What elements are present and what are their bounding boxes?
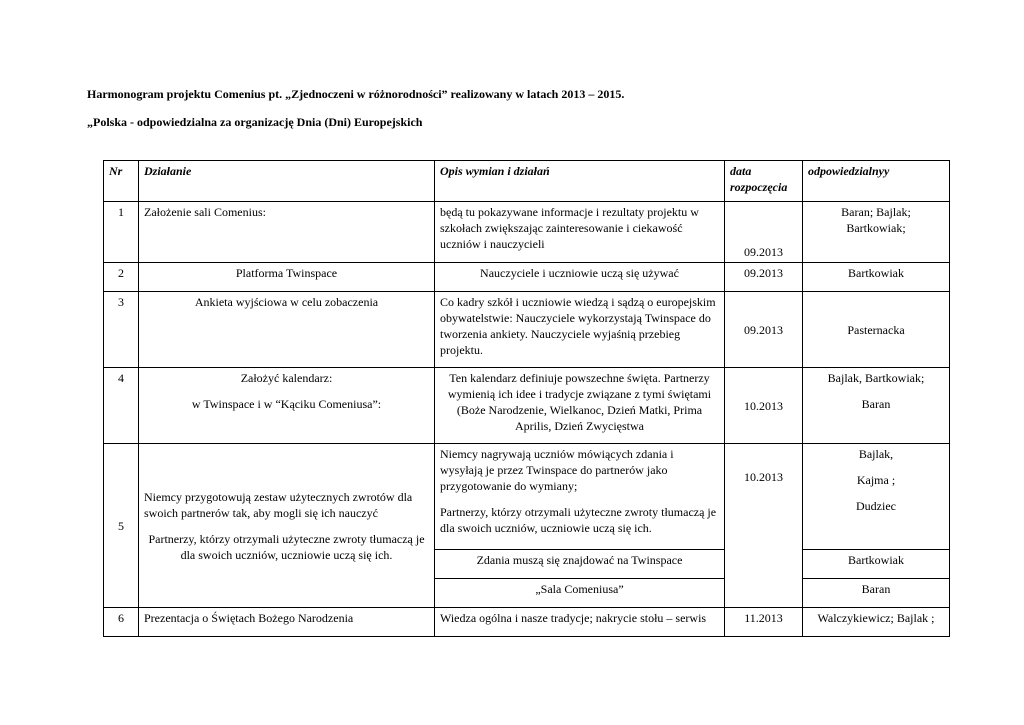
opis-line: Partnerzy, którzy otrzymali użyteczne zwroty tłumaczą je dla swoich uczniów, uczniowie uczą się ich.	[440, 505, 717, 535]
row-odpowiedzialny	[803, 202, 950, 263]
row-dzialanie	[139, 444, 435, 608]
row-odpowiedzialny: Walczykiewicz; Bajlak ;	[803, 608, 950, 637]
header-data-line2: rozpoczęcia	[730, 180, 788, 194]
opis-line: Niemcy nagrywają uczniów mówiących zdania i wysyłają je przez Twinspace do partnerów jako przygotowanie do wymiany;	[440, 447, 674, 493]
header-opis: Opis wymian i działań	[435, 161, 725, 202]
row-data: 09.2013	[725, 202, 803, 263]
row-odpowiedzialny: Bartkowiak	[803, 263, 950, 292]
row-dzialanie: Założenie sali Comenius:	[139, 202, 435, 263]
odpowiedzialny-line: Bartkowiak;	[846, 221, 906, 235]
row-odpowiedzialny: Bartkowiak	[803, 550, 950, 579]
header-nr: Nr	[104, 161, 139, 202]
row-data: 10.2013	[725, 444, 803, 608]
row-dzialanie	[139, 368, 435, 444]
row-nr: 5	[104, 444, 139, 608]
table-row	[104, 368, 950, 444]
table-row	[104, 202, 950, 263]
header-data	[725, 161, 803, 202]
header-odpowiedzialny: odpowiedzialnyy	[803, 161, 950, 202]
row-data: 11.2013	[725, 608, 803, 637]
row-nr: 2	[104, 263, 139, 292]
dzialanie-line: Niemcy przygotowują zestaw użytecznych zwrotów dla swoich partnerów tak, aby mogli się ich nauczyć	[144, 489, 413, 520]
row-nr: 6	[104, 608, 139, 637]
row-opis: „Sala Comeniusa”	[435, 579, 725, 608]
dzialanie-line: Założyć kalendarz:	[240, 371, 333, 385]
row-opis: Co kadry szkół i uczniowie wiedzą i sądzą o europejskim obywatelstwie: Nauczyciele wykorzystają Twinspace do tworzenia ankiety. Nauczyciele wyjaśnią przebieg projektu.	[435, 292, 725, 368]
odpowiedzialny-line: Bajlak,	[858, 447, 894, 461]
header-dzialanie: Działanie	[139, 161, 435, 202]
odpowiedzialny-line: Bajlak, Bartkowiak;	[827, 371, 925, 385]
row-nr: 4	[104, 368, 139, 444]
table-row	[104, 444, 950, 550]
header-data-line1: data	[730, 164, 752, 178]
row-opis: Zdania muszą się znajdować na Twinspace	[435, 550, 725, 579]
dzialanie-line: Partnerzy, którzy otrzymali użyteczne zwroty tłumaczą je dla swoich uczniów, uczniowie uczą się ich.	[148, 531, 425, 562]
odpowiedzialny-line: Baran	[861, 397, 891, 411]
row-dzialanie: Platforma Twinspace	[139, 263, 435, 292]
row-data: 09.2013	[725, 292, 803, 368]
row-nr: 1	[104, 202, 139, 263]
odpowiedzialny-line: Dudziec	[856, 499, 896, 513]
odpowiedzialny-line: Kajma ;	[856, 473, 896, 487]
row-opis: Nauczyciele i uczniowie uczą się używać	[435, 263, 725, 292]
document-subtitle: „Polska - odpowiedzialna za organizację Dnia (Dni) Europejskich	[87, 115, 423, 129]
document-title: Harmonogram projektu Comenius pt. „Zjednoczeni w różnorodności” realizowany w latach 2013 – 2015.	[87, 87, 625, 101]
odpowiedzialny-line: Baran; Bajlak;	[841, 205, 911, 219]
table-row	[104, 263, 950, 292]
table-row	[104, 292, 950, 368]
row-data: 09.2013	[725, 263, 803, 292]
dzialanie-line: w Twinspace i w “Kąciku Comeniusa”:	[191, 397, 382, 411]
row-dzialanie: Prezentacja o Świętach Bożego Narodzenia	[139, 608, 435, 637]
schedule-table	[103, 160, 950, 637]
row-opis	[435, 444, 725, 550]
table-header-row	[104, 161, 950, 202]
row-opis: Ten kalendarz definiuje powszechne święta. Partnerzy wymienią ich idee i tradycje związane z tymi świętami (Boże Narodzenie, Wielkanoc, Dzień Matki, Prima Aprilis, Dzień Zwycięstwa	[435, 368, 725, 444]
row-odpowiedzialny: Baran	[803, 579, 950, 608]
row-opis: Wiedza ogólna i nasze tradycje; nakrycie stołu – serwis	[435, 608, 725, 637]
row-odpowiedzialny	[803, 368, 950, 444]
row-data: 10.2013	[725, 368, 803, 444]
row-odpowiedzialny: Pasternacka	[803, 292, 950, 368]
row-dzialanie: Ankieta wyjściowa w celu zobaczenia	[139, 292, 435, 368]
row-nr: 3	[104, 292, 139, 368]
table-row	[104, 608, 950, 637]
row-opis: będą tu pokazywane informacje i rezultaty projektu w szkołach zwiększając zainteresowanie i ciekawość uczniów i nauczycieli	[435, 202, 725, 263]
row-odpowiedzialny	[803, 444, 950, 550]
